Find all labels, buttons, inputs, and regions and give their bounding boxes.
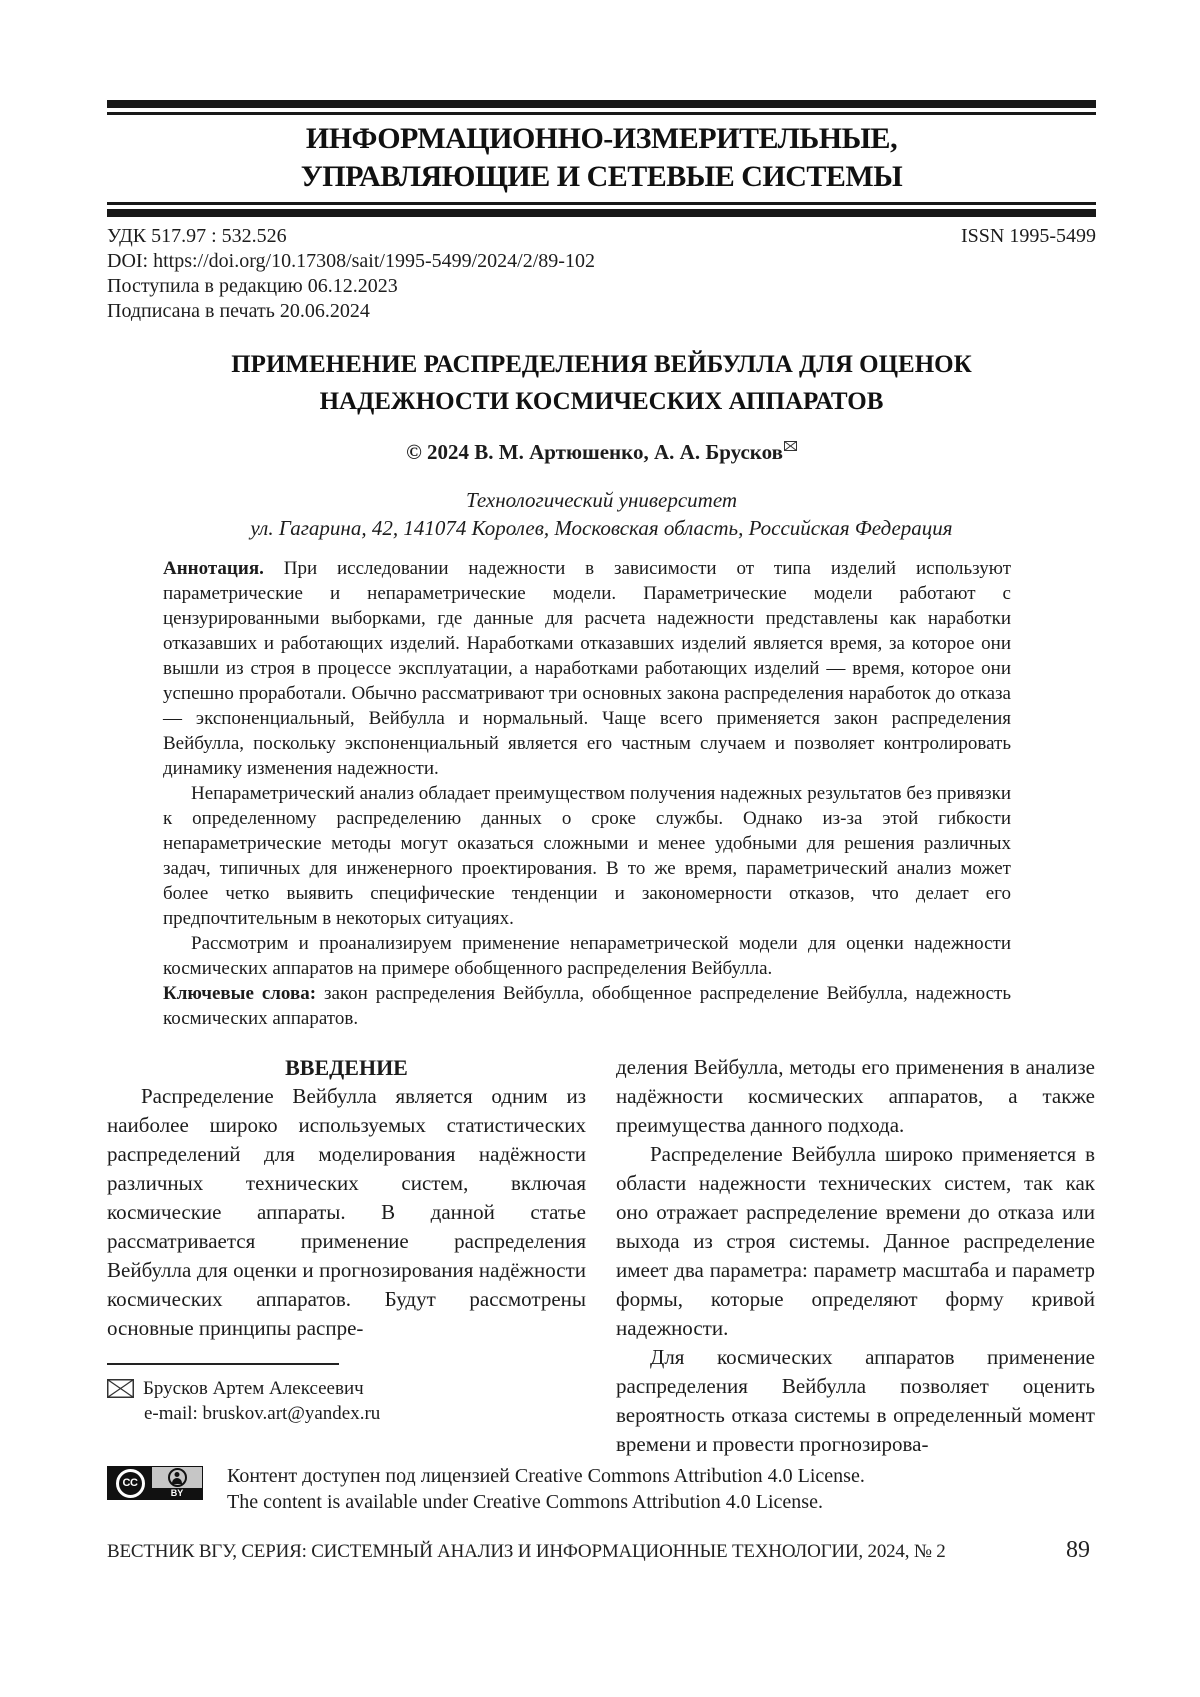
cc-logo-icon: CC	[108, 1467, 152, 1499]
right-column	[616, 1053, 1095, 1459]
article-title-line2: НАДЕЖНОСТИ КОСМИЧЕСКИХ АППАРАТОВ	[319, 388, 884, 415]
journal-section-title-line2: УПРАВЛЯЮЩИЕ И СЕТЕВЫЕ СИСТЕМЫ	[300, 160, 903, 193]
introduction-heading: ВВЕДЕНИЕ	[285, 1055, 408, 1080]
article-title-line1: ПРИМЕНЕНИЕ РАСПРЕДЕЛЕНИЯ ВЕЙБУЛЛА ДЛЯ ОЦЕНОК	[231, 351, 972, 378]
intro-right-paragraph-2: Распределение Вейбулла широко применяется в области надежности технических систем, так как оно отражает распределение времени до отказа или выхода из строя системы. Данное распределение имеет два параметра: параметр масштаба и параметр формы, которые определяют форму кривой надежности.	[616, 1142, 1095, 1340]
envelope-icon	[107, 1377, 134, 1398]
license-block	[107, 1463, 1096, 1515]
journal-section-title-line1: ИНФОРМАЦИОННО-ИЗМЕРИТЕЛЬНЫЕ,	[305, 122, 898, 155]
abstract-paragraph-1	[163, 556, 1011, 781]
two-column-body	[107, 1053, 1096, 1459]
abstract-label: Аннотация.	[163, 558, 264, 579]
article-title	[107, 346, 1096, 420]
license-text-en: The content is available under Creative Commons Attribution 4.0 License.	[227, 1491, 823, 1513]
journal-section-title	[107, 115, 1096, 202]
udc-code: УДК 517.97 : 532.526	[107, 225, 287, 247]
corresponding-author-envelope-icon	[784, 441, 797, 451]
left-column	[107, 1053, 586, 1425]
accepted-date: Подписана в печать 20.06.2024	[107, 300, 370, 322]
page-footer	[107, 1537, 1096, 1564]
abstract-paragraph-2: Непараметрический анализ обладает преимуществом получения надежных результатов без привязки к определенному распределению данных о сроке службы. Однако из-за этой гибкости непараметрические методы могут оказаться сложными и менее удобными для решения различных задач, типичных для инженерного проектирования. В то же время, параметрический анализ может более четко выявить специфические тенденции и закономерности отказов, что делает его предпочтительным в некоторых ситуациях.	[163, 783, 1011, 929]
authors-line	[107, 438, 1096, 466]
article-meta	[107, 224, 1096, 324]
doi-link[interactable]: DOI: https://doi.org/10.17308/sait/1995-5499/2024/2/89-102	[107, 250, 595, 272]
corresponding-author-name: Брусков Артем Алексеевич	[143, 1378, 364, 1399]
affiliation-line1: Технологический университет	[465, 488, 738, 512]
keywords-label: Ключевые слова:	[163, 983, 317, 1004]
received-date: Поступила в редакцию 06.12.2023	[107, 275, 398, 297]
journal-banner	[107, 100, 1096, 217]
license-text	[227, 1463, 865, 1515]
cc-by-badge-icon	[107, 1466, 203, 1500]
intro-right-paragraph-1: деления Вейбулла, методы его применения в анализе надёжности космических аппаратов, а также преимущества данного подхода.	[616, 1055, 1095, 1137]
affiliation-line2: ул. Гагарина, 42, 141074 Королев, Московская область, Российская Федерация	[250, 516, 953, 540]
banner-rule-top-thick	[107, 100, 1096, 108]
keywords-text: закон распределения Вейбулла, обобщенное распределение Вейбулла, надежность космических аппаратов.	[163, 983, 1011, 1029]
footnote-rule	[107, 1363, 339, 1365]
abstract-block	[163, 556, 1011, 1031]
cc-by-label: BY	[152, 1488, 202, 1499]
authors-text: © 2024 В. М. Артюшенко, А. А. Брусков	[406, 440, 783, 464]
corresponding-author-footnote	[107, 1363, 586, 1425]
page-number: 89	[1066, 1537, 1090, 1563]
banner-rule-bottom-thin	[107, 202, 1096, 205]
issn: ISSN 1995-5499	[960, 225, 1096, 247]
abstract-paragraph-1-text: При исследовании надежности в зависимости от типа изделий используют параметрические и непараметрические модели. Параметрические модели работают с цензурированными выборками, где данные для расчета надежности представлены как наработки отказавших и работающих изделий. Наработками отказавших изделий является время, за которое они вышли из строя в процессе эксплуатации, а наработками работающих изделий — время, которое они успешно проработали. Обычно рассматривают три основных закона распределения наработок до отказа — экспоненциальный, Вейбулла и нормальный. Чаще всего применяется закон распределения Вейбулла, поскольку экспоненциальный является его частным случаем и позволяет контролировать динамику изменения надежности.	[163, 558, 1011, 779]
intro-left-paragraph: Распределение Вейбулла является одним из наиболее широко используемых статистических распределений для моделирования надёжности различных технических систем, включая космические аппараты. В данной статье рассматривается применение распределения Вейбулла для оценки и прогнозирования надёжности космических аппаратов. Будут рассмотрены основные принципы распре-	[107, 1084, 586, 1340]
corresponding-author-email[interactable]: e-mail: bruskov.art@yandex.ru	[144, 1403, 381, 1424]
attribution-person-icon	[152, 1467, 202, 1488]
license-text-ru: Контент доступен под лицензией Creative Commons Attribution 4.0 License.	[227, 1465, 865, 1487]
affiliation	[107, 486, 1096, 542]
intro-right-paragraph-3: Для космических аппаратов применение распределения Вейбулла позволяет оценить вероятность отказа системы в определенный момент времени и провести прогнозирова-	[616, 1345, 1095, 1456]
footer-journal-title: ВЕСТНИК ВГУ, СЕРИЯ: СИСТЕМНЫЙ АНАЛИЗ И ИНФОРМАЦИОННЫЕ ТЕХНОЛОГИИ, 2024, № 2	[107, 1541, 946, 1562]
abstract-paragraph-3: Рассмотрим и проанализируем применение непараметрической модели для оценки надежности космических аппаратов на примере обобщенного распределения Вейбулла.	[163, 933, 1011, 979]
keywords-paragraph	[163, 981, 1011, 1031]
banner-rule-bottom-thick	[107, 209, 1096, 217]
